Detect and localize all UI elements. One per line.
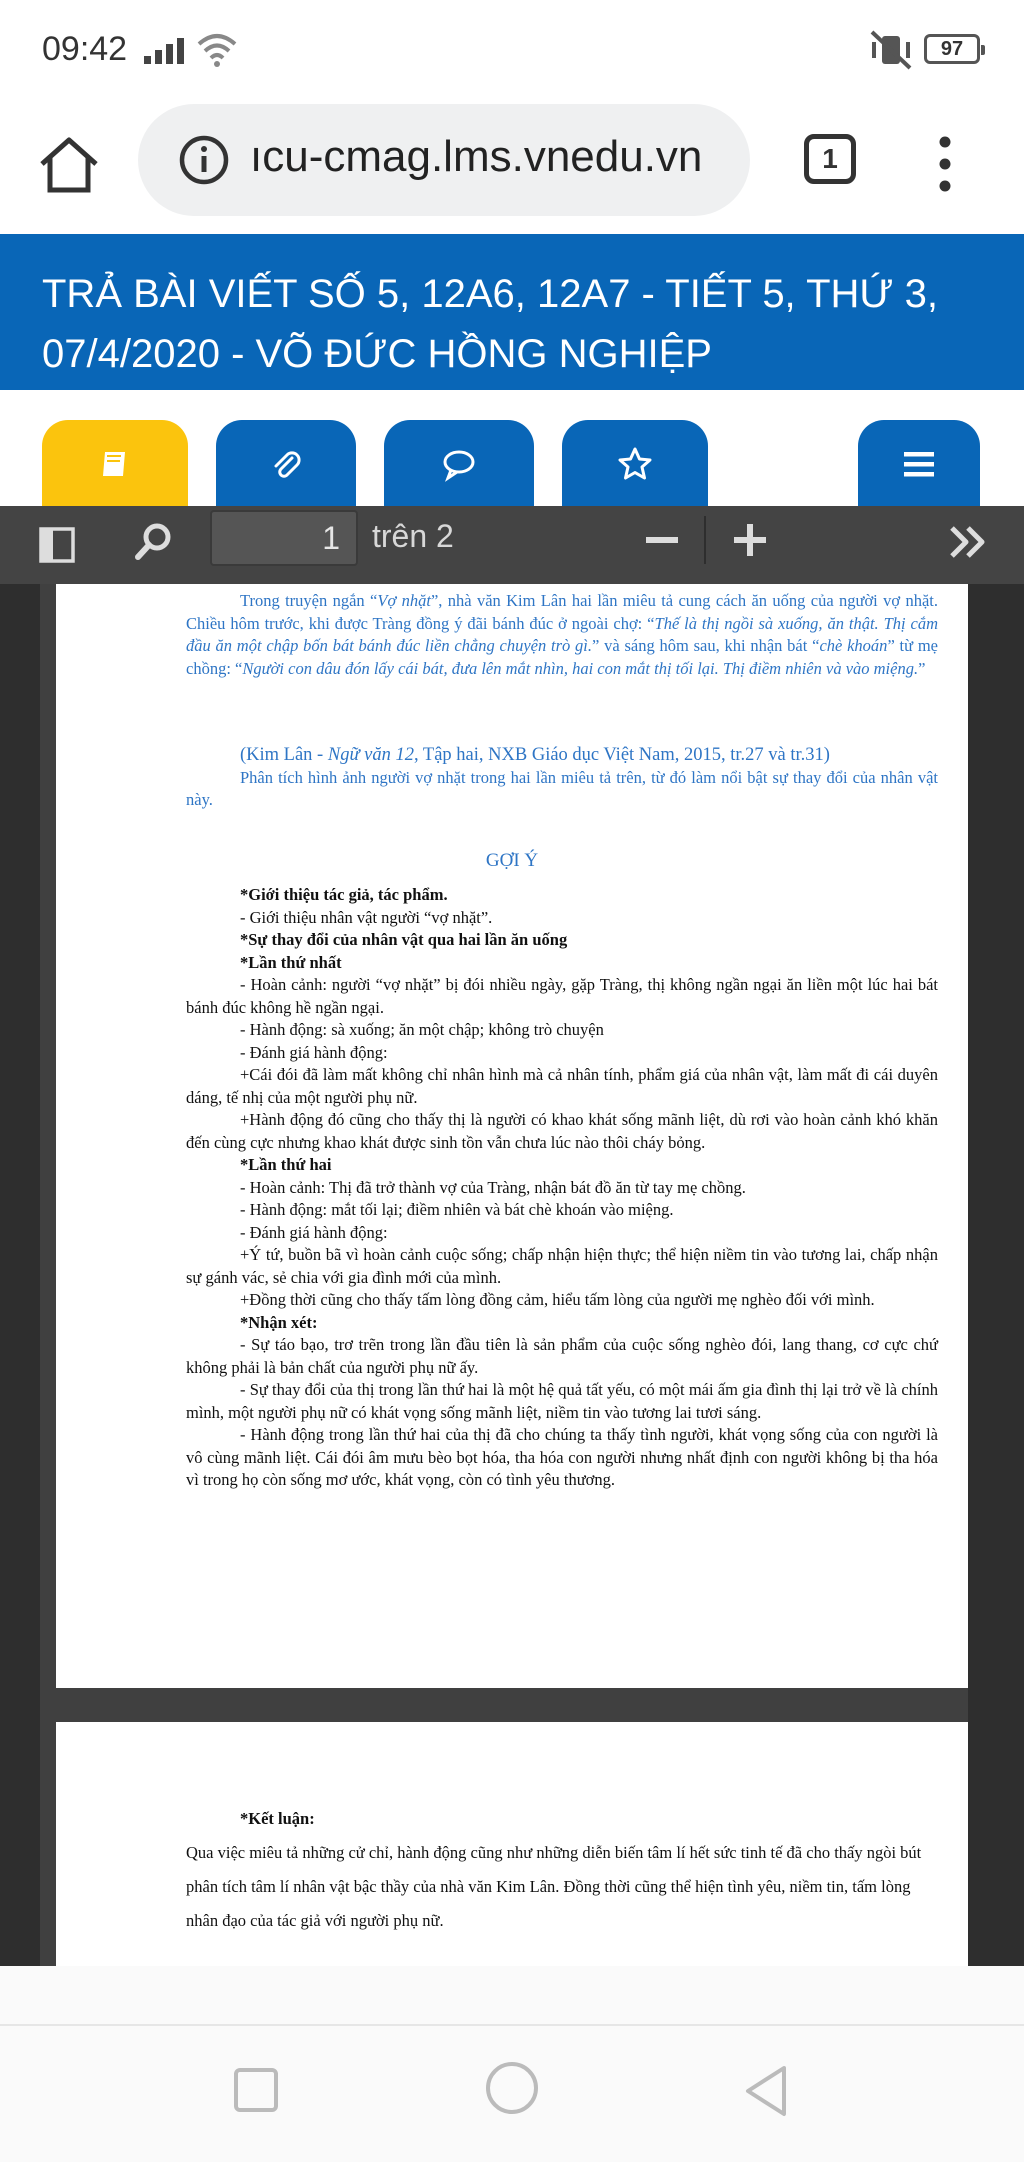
home-circle-icon[interactable] [486,2062,538,2114]
zoom-out-icon[interactable] [644,520,680,560]
zoom-in-icon[interactable] [730,520,770,560]
sidebar-toggle-icon[interactable] [38,526,76,564]
paperclip-icon [268,446,304,482]
pdf-viewer[interactable] [0,584,1024,1966]
comment-icon [441,446,477,482]
conclusion-heading: *Kết luận: [240,1809,315,1828]
hint-body: *Giới thiệu tác giả, tác phẩm. - Giới thiệu nhân vật người “vợ nhặt”. *Sự thay đổi của nhân vật qua hai lần ăn uống *Lần thứ nhất - Hoàn cảnh: người “vợ nhặt” bị đói nhiều ngày, gặp Tràng, thị không ngần ngại ăn liền một lúc hai bát bánh đúc không hề ngần ngại. - Hành động: sà xuống; ăn một chập; không trò chuyện - Đánh giá hành động: +Cái đói đã làm mất không chỉ nhân hình mà cả nhân tính, phẩm giá của nhân vật, làm mất đi cái duyên dáng, tế nhị của một người phụ nữ. +Hành động đó cũng cho thấy thị là người có khao khát sống mãnh liệt, dù rơi vào hoàn cảnh khó khăn đến cùng cực nhưng khao khát được sinh tồn vẫn chưa lúc nào thôi cháy bỏng. *Lần thứ hai - Hoàn cảnh: Thị đã trở thành vợ của Tràng, nhận bát đồ ăn từ tay mẹ chồng. - Hành động: mắt tối lại; điềm nhiên và bát chè khoán vào miệng. - Đánh giá hành động: +Ý tứ, buồn bã vì hoàn cảnh cuộc sống; chấp nhận hiện thực; thể hiện niềm tin vào tương lai, chấp nhận sự gánh vác, sẻ chia với gia đình mới của mình. +Đồng thời cũng cho thấy tấm lòng đồng cảm, hiểu tấm lòng của người mẹ nghèo đối với mình. *Nhận xét: - Sự táo bạo, trơ trẽn trong lần đầu tiên là sản phẩm của cuộc sống nghèo đói, lang thang, cơ cực chứ không phải là bản chất của người phụ nữ ấy. - Sự thay đổi của thị trong lần thứ hai là một hệ quả tất yếu, có một mái ấm gia đình thị lại trở về là chính mình, một người phụ nữ có khát vọng sống mãnh liệt, niềm tin vào tương lai tươi sáng. - Hành động trong lần thứ hai của thị đã cho chúng ta thấy tình người, khát vọng sống của con người là vô cùng mãnh liệt. Cái đói âm mưu bèo bọt hóa, tha hóa con người nhưng nhất định con người không bị tha hóa vì trong họ còn sống mơ ước, khát vọng, còn có tình yêu thương. [186,885,938,1489]
url-text[interactable]: ıcu-cmag.lms.vnedu.vn [250,132,703,181]
hamburger-menu-icon [901,446,937,482]
nav-divider [0,2024,1024,2026]
action-tabs [0,390,1024,506]
system-nav-bar [0,1966,1024,2162]
vibrate-mute-icon [868,30,914,70]
wifi-icon [196,32,238,68]
lesson-header [0,234,1024,390]
tab-content[interactable] [42,420,188,506]
toolbar-separator [704,516,706,564]
back-icon[interactable] [742,2064,790,2118]
tab-attachments[interactable] [216,420,356,506]
more-tools-icon[interactable] [948,522,988,562]
pdf-page-2 [56,1722,968,1966]
tab-favorite[interactable] [562,420,708,506]
conclusion [186,1802,938,1938]
hint-heading: GỢI Ý [485,850,539,871]
home-icon[interactable] [36,132,102,198]
book-icon [97,446,133,482]
browser-toolbar [0,104,1024,234]
signal-icon [142,36,192,66]
pdf-toolbar [0,506,1024,584]
task-text: Phân tích hình ảnh người vợ nhặt trong hai lần miêu tả trên, từ đó làm nổi bật sự thay đổi của nhân vật này. [186,767,938,809]
star-icon [617,446,653,482]
conclusion-text: Qua việc miêu tả những cử chỉ, hành động cũng như những diễn biến tâm lí hết sức tinh tế đã cho thấy ngòi bút phân tích tâm lí nhân vật bậc thầy của nhà văn Kim Lân. Đồng thời cũng thể hiện tình yêu, niềm tin, tấm lòng nhân đạo của tác giả với người phụ nữ. [186,1843,922,1930]
page-count: trên 2 [372,518,454,554]
clock: 09:42 [42,30,128,68]
recent-apps-icon[interactable] [234,2068,278,2112]
pdf-page-1 [56,584,968,1688]
status-bar [0,0,1024,104]
info-icon[interactable] [178,134,230,186]
page-number-input[interactable]: 1 [210,510,358,566]
tab-switcher-button[interactable]: 1 [804,134,856,184]
lesson-title: TRẢ BÀI VIẾT SỐ 5, 12A6, 12A7 - TIẾT 5, THỨ 3, 07/4/2020 - VÕ ĐỨC HỒNG NGHIỆP [42,272,939,376]
search-icon[interactable] [134,522,174,562]
tab-menu[interactable] [858,420,980,506]
battery-indicator: 97 [924,34,980,64]
more-options-icon[interactable] [928,132,962,196]
viewer-margin-left [0,584,40,1966]
address-bar[interactable] [138,104,750,216]
citation-and-task: (Kim Lân - Ngữ văn 12, Tập hai, NXB Giáo dục Việt Nam, 2015, tr.27 và tr.31) Phân tích hình ảnh người vợ nhặt trong hai lần miêu tả trên, từ đó làm nổi bật sự thay đổi của nhân vật này. [186,744,938,812]
prompt-excerpt: Trong truyện ngắn “Vợ nhặt”, nhà văn Kim Lân hai lần miêu tả cung cách ăn uống của người vợ nhặt. Chiều hôm trước, khi được Tràng đồng ý đãi bánh đúc ở ngoài chợ: “Thế là thị ngồi sà xuống, ăn thật. Thị cắm đầu ăn một chập bốn bát bánh đúc liền chẳng chuyện trò gì.” và sáng hôm sau, khi nhận bát “chè khoán” từ mẹ chồng: “Người con dâu đón lấy cái bát, đưa lên mắt nhìn, hai con mắt thị tối lại. Thị điềm nhiên và vào miệng.” [186,591,939,678]
tab-comments[interactable] [384,420,534,506]
viewer-margin-right [968,584,1024,1966]
